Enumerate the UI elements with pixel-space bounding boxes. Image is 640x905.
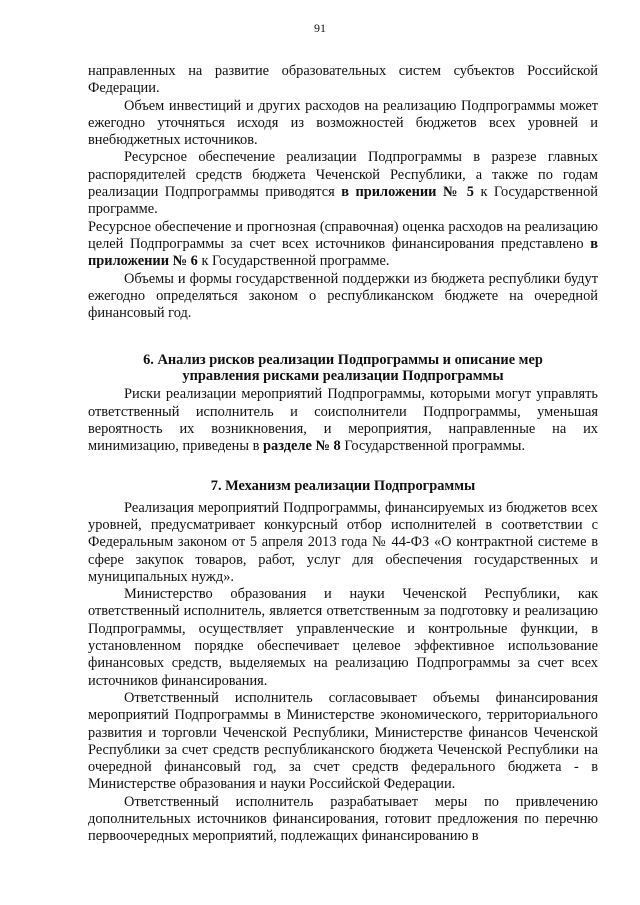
paragraph: Объемы и формы государственной поддержки из бюджета республики будут ежегодно определяться законом о республиканском бюджете на очередной финансовый год. [88, 270, 598, 322]
bold-reference: в приложении № 5 [341, 184, 474, 201]
paragraph: направленных на развитие образовательных систем субъектов Российской Федерации. [88, 63, 598, 97]
paragraph [88, 149, 598, 218]
paragraph-text: Государственной программы. [340, 438, 526, 455]
page-body [88, 63, 598, 846]
bold-reference: разделе № 8 [263, 438, 341, 455]
paragraph-text: Риски реализации мероприятий Подпрограммы, которыми могут управлять ответственный исполнитель и соисполнители Подпрограммы, уменьшая вероятность их возникновения, и мероприятия, направленные на их минимизацию, приведены в [88, 386, 598, 455]
bold-reference: в приложении № 6 [88, 235, 598, 270]
section-heading-7: 7. Механизм реализации Подпрограммы [210, 477, 476, 494]
paragraph-text: к Государственной программе. [197, 253, 390, 270]
paragraph [88, 386, 598, 455]
paragraph: Министерство образования и науки Чеченской Республики, как ответственный исполнитель, является ответственным за подготовку и реализацию Подпрограммы, осуществляет управленческие и контрольные функции, в установленном порядке обеспечивает целевое эффективное использование финансовых средств, выделяемых на реализацию Подпрограммы за счет всех источников финансирования. [88, 586, 598, 689]
paragraph-text: к Государственной программе. [88, 184, 598, 218]
paragraph-text: Ресурсное обеспечение реализации Подпрограммы в разрезе главных распорядителей средств бюджета Чеченской Республики, а также по годам реализации Подпрограммы приводятся [88, 149, 598, 201]
paragraph: Объем инвестиций и других расходов на реализацию Подпрограммы может ежегодно уточняться исходя из возможностей бюджетов всех уровней и внебюджетных источников. [88, 97, 598, 149]
paragraph: Реализация мероприятий Подпрограммы, финансируемых из бюджетов всех уровней, предусматривает конкурсный отбор исполнителей в соответствии с Федеральным законом от 5 апреля 2013 года № 44-ФЗ «О контрактной системе в сфере закупок товаров, работ, услуг для обеспечения государственных и муниципальных нужд». [88, 499, 598, 585]
heading-line: 6. Анализ рисков реализации Подпрограммы и описание мер [143, 352, 543, 369]
paragraph [88, 219, 598, 271]
paragraph-text: Ресурсное обеспечение и прогнозная (справочная) оценка расходов на реализацию целей Подпрограммы за счет всех источников финансирования представлено [88, 218, 598, 252]
heading-line: управления рисками реализации Подпрограммы [182, 368, 504, 385]
paragraph: Ответственный исполнитель согласовывает объемы финансирования мероприятий Подпрограммы в Министерстве экономического, территориального развития и торговли Чеченской Республики, Министерстве финансов Чеченской Республики за счет средств республиканского бюджета Чеченской Республики на очередной финансовый год, за счет средств федерального бюджета - в Министерстве образования и науки Российской Федерации. [88, 689, 598, 793]
page-number: 91 [314, 21, 326, 35]
paragraph: Ответственный исполнитель разрабатывает меры по привлечению дополнительных источников финансирования, готовит предложения по перечню первоочередных мероприятий, подлежащих финансированию в [88, 793, 598, 845]
section-heading-6 [88, 352, 598, 384]
